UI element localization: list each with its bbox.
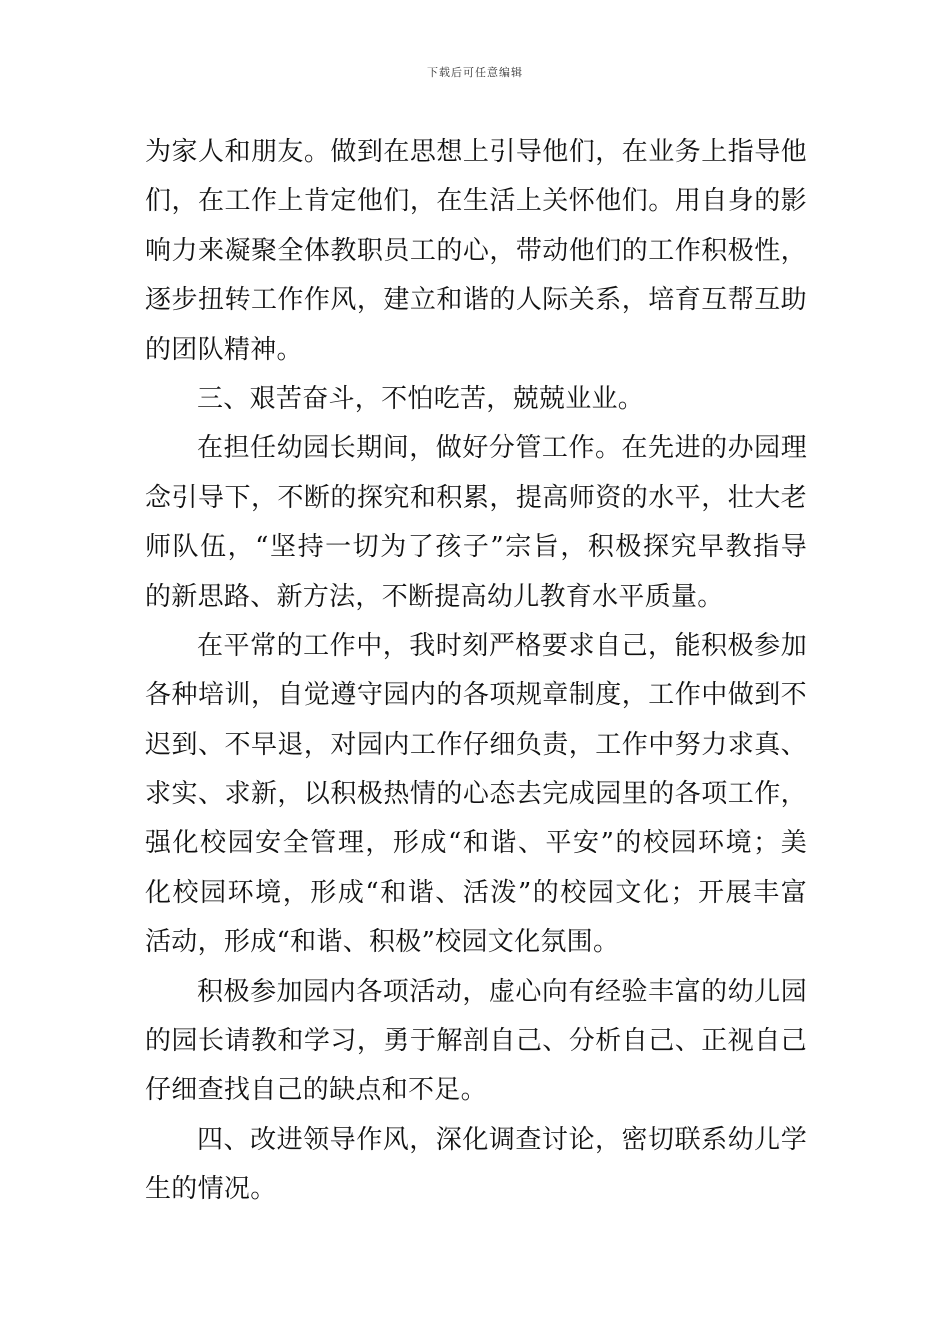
text-line: 在担任幼园长期间，做好分管工作。在先进的办园理: [197, 433, 807, 464]
text-line: 在平常的工作中，我时刻严格要求自己，能积极参加: [197, 630, 807, 661]
text-line: 的团队精神。: [145, 334, 303, 365]
text-line: 强化校园安全管理，形成“和谐、平安”的校园环境；美: [145, 828, 807, 859]
text-line: 响力来凝聚全体教职员工的心，带动他们的工作积极性，: [145, 235, 807, 266]
section-heading: 四、改进领导作风，深化调查讨论，密切联系幼儿学: [197, 1124, 807, 1155]
text-line: 念引导下，不断的探究和积累，提高师资的水平，壮大老: [145, 482, 807, 513]
text-line: 为家人和朋友。做到在思想上引导他们，在业务上指导他: [145, 137, 807, 167]
text-line: 的新思路、新方法，不断提高幼儿教育水平质量。: [145, 581, 724, 612]
text-line: 逐步扭转工作作风，建立和谐的人际关系，培育互帮互助: [145, 285, 807, 316]
text-line: 仔细查找自己的缺点和不足。: [145, 1075, 487, 1106]
text-line: 迟到、不早退，对园内工作仔细负责，工作中努力求真、: [145, 729, 807, 760]
text-line: 化校园环境，形成“和谐、活泼”的校园文化；开展丰富: [145, 877, 807, 908]
section-heading: 三、艰苦奋斗，不怕吃苦，兢兢业业。: [197, 383, 645, 414]
text-line: 积极参加园内各项活动，虚心向有经验丰富的幼儿园: [197, 976, 807, 1007]
page-header-note: 下载后可任意编辑: [427, 66, 523, 79]
text-line: 求实、求新，以积极热情的心态去完成园里的各项工作，: [145, 779, 807, 810]
text-line: 各种培训，自觉遵守园内的各项规章制度，工作中做到不: [145, 680, 807, 711]
text-line: 们，在工作上肯定他们，在生活上关怀他们。用自身的影: [145, 186, 807, 217]
text-line: 活动，形成“和谐、积极”校园文化氛围。: [145, 927, 620, 958]
document-body: [145, 128, 807, 1215]
text-line: 生的情况。: [145, 1174, 277, 1205]
text-line: 的园长请教和学习，勇于解剖自己、分析自己、正视自己: [145, 1026, 807, 1057]
text-line: 师队伍，“坚持一切为了孩子”宗旨，积极探究早教指导: [145, 532, 807, 563]
